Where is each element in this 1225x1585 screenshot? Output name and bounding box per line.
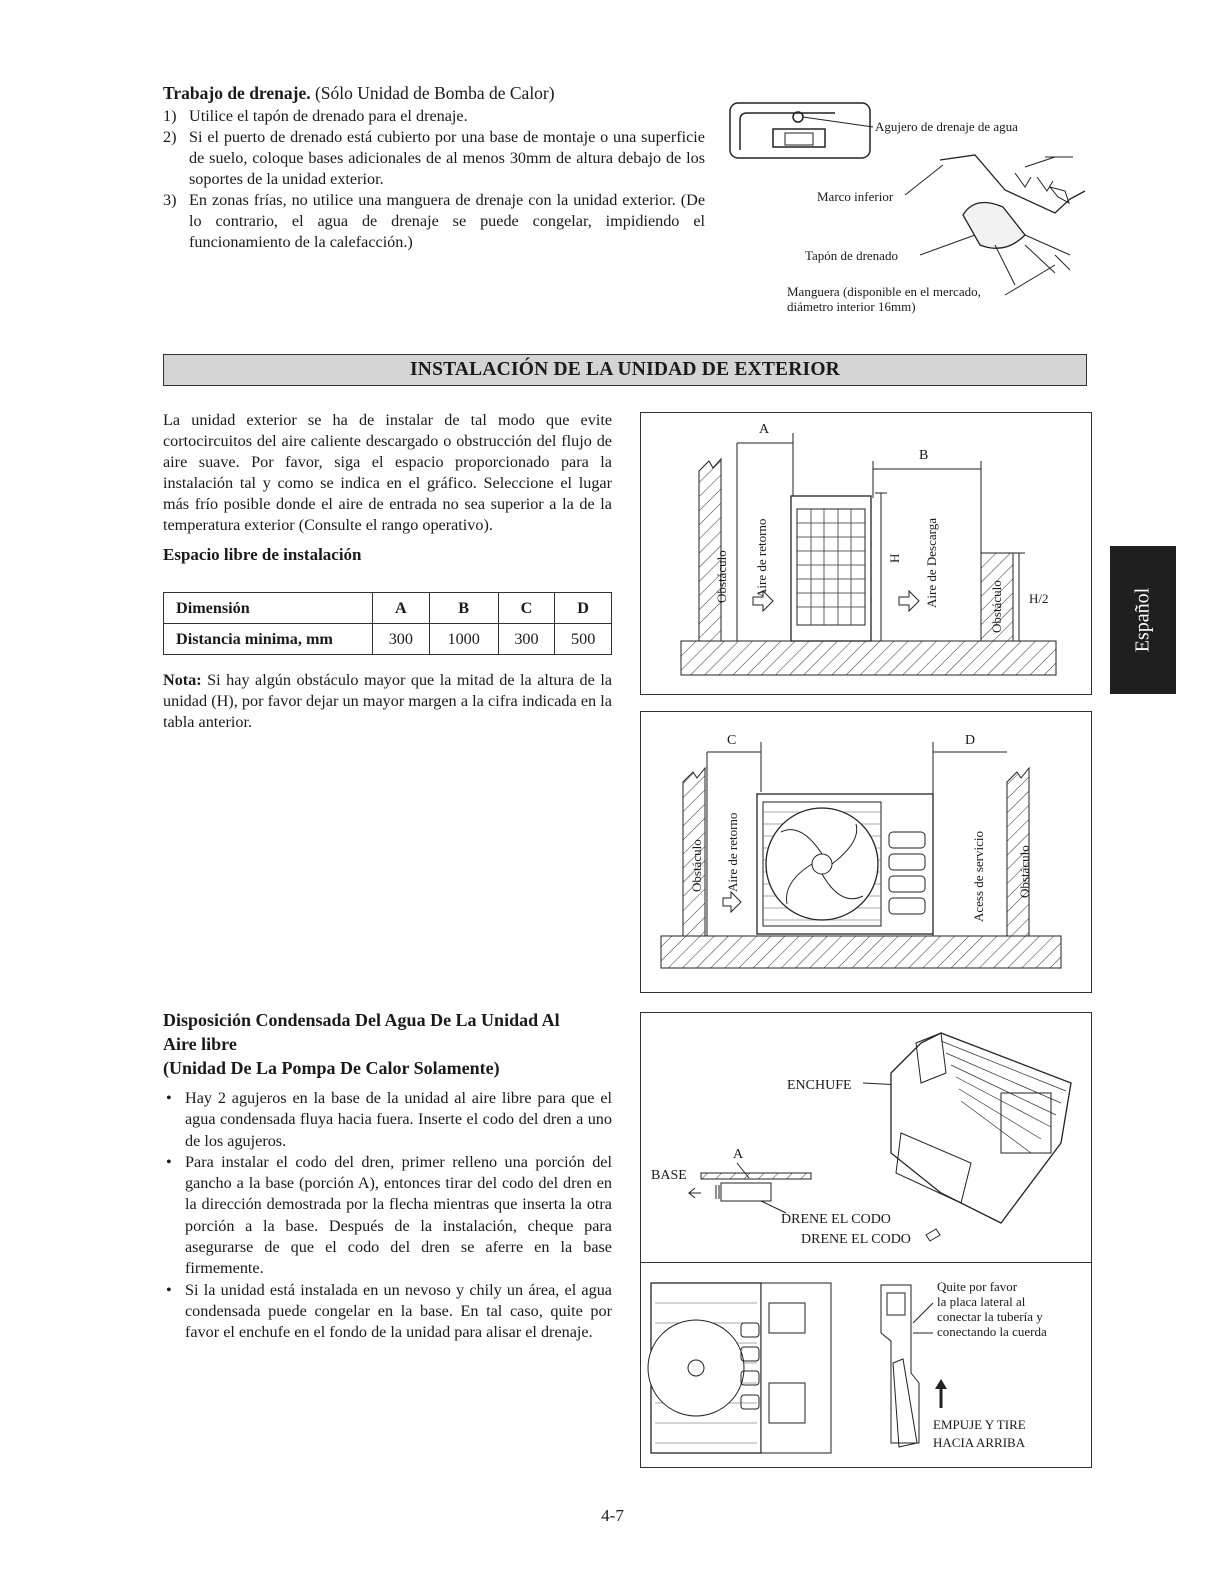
table-header: B bbox=[429, 593, 498, 624]
drain-title: Trabajo de drenaje. bbox=[163, 83, 311, 103]
language-tab bbox=[1110, 546, 1176, 694]
remove-label-2: la placa lateral al bbox=[937, 1294, 1026, 1309]
return-air-label: Aire de retorno bbox=[754, 518, 769, 598]
language-tab-label: Español bbox=[1131, 587, 1154, 653]
elbow-label-1: DRENE EL CODO bbox=[781, 1212, 891, 1227]
table-cell: 300 bbox=[498, 624, 555, 655]
drain-subtitle: (Sólo Unidad de Bomba de Calor) bbox=[314, 83, 555, 103]
install-note bbox=[163, 670, 612, 733]
a-label: A bbox=[733, 1147, 744, 1162]
drain-plug-figure bbox=[725, 95, 1095, 325]
table-header: A bbox=[373, 593, 430, 624]
drain-steps bbox=[163, 106, 705, 253]
condensed-heading-1: Disposición Condensada Del Agua De La Unidad Al bbox=[163, 1010, 560, 1030]
list-item: • Hay 2 agujeros en la base de la unidad al aire libre para que el agua condensada fluya hacia fuera. Inserte el codo del dren a uno de los agujeros. bbox=[163, 1088, 612, 1152]
obstacle-label: Obstáculo bbox=[689, 839, 704, 892]
list-item: • Para instalar el codo del dren, primer relleno una porción del gancho a la base (porción A), entonces tirar del codo del dren en la dirección demostrada por la flecha mientras que inserta la otra porción a la base. Después de la instalación, cheque para asegurarse de que el codo del dren se aferre en la base firmemente. bbox=[163, 1152, 612, 1280]
drain-step: 2) Si el puerto de drenado está cubierto por una base de montaje o una superficie de suelo, coloque bases adicionales de al menos 30mm de altura debajo de los soportes de la unidad exterior. bbox=[163, 128, 705, 188]
clearance-front-figure bbox=[640, 711, 1092, 993]
table-cell: 1000 bbox=[429, 624, 498, 655]
note-text: Si hay algún obstáculo mayor que la mitad de la altura de la unidad (H), por favor dejar un mayor margen a la cifra indicada en la tabla anterior. bbox=[163, 671, 613, 731]
drain-section bbox=[163, 83, 705, 253]
table-row-label: Distancia minima, mm bbox=[164, 624, 373, 655]
dim-b-label: B bbox=[919, 448, 929, 463]
section-title: INSTALACIÓN DE LA UNIDAD DE EXTERIOR bbox=[163, 354, 1087, 386]
push-label-2: HACIA ARRIBA bbox=[933, 1435, 1026, 1450]
return-air-label: Aire de retorno bbox=[725, 812, 740, 892]
condensed-section bbox=[163, 1008, 612, 1344]
install-intro: La unidad exterior se ha de instalar de tal modo que evite cortocircuitos del aire caliente descargado o obstrucción del flujo de aire suave. Por favor, siga el espacio proporcionado para la instalación tal y como se indica en el gráfico. Seleccione el lugar más frío posible donde el aire de entrada no sea superior a la de la temperatura exterior (Consulte el rango operativo). bbox=[163, 411, 612, 534]
remove-label-3: conectar la tubería y bbox=[937, 1309, 1043, 1324]
frame-label: Marco inferior bbox=[817, 189, 894, 204]
clearance-table bbox=[163, 592, 612, 655]
dim-h-label: H bbox=[887, 553, 902, 563]
elbow-label-2: DRENE EL CODO bbox=[801, 1232, 911, 1247]
list-item: • Si la unidad está instalada en un nevoso y chily un área, el agua condensada puede congelar en la base. En tal caso, quite por favor el enchufe en el fondo de la unidad para alisar el drenaje. bbox=[163, 1280, 612, 1344]
install-section bbox=[163, 410, 612, 565]
obstacle-label-right: Obstáculo bbox=[989, 580, 1004, 633]
hose-label: Manguera (disponible en el mercado, bbox=[787, 284, 981, 299]
drain-step: 3) En zonas frías, no utilice una manguera de drenaje con la unidad exterior. (De lo contrario, el agua de drenaje se puede congelar, impidiendo el funcionamiento de la calefacción.) bbox=[163, 191, 705, 251]
table-header: C bbox=[498, 593, 555, 624]
dim-h2-label: H/2 bbox=[1029, 591, 1049, 606]
hose-label-2: diámetro interior 16mm) bbox=[787, 299, 916, 314]
condensed-heading-3: (Unidad De La Pompa De Calor Solamente) bbox=[163, 1058, 500, 1078]
table-header: Dimensión bbox=[164, 593, 373, 624]
table-header: D bbox=[555, 593, 612, 624]
dim-a-label: A bbox=[759, 422, 770, 437]
drain-elbow-figure bbox=[640, 1012, 1092, 1264]
side-panel-figure bbox=[640, 1262, 1092, 1468]
plug-label: ENCHUFE bbox=[787, 1078, 852, 1093]
table-header-row bbox=[164, 593, 612, 624]
obstacle-label: Obstáculo bbox=[714, 550, 729, 603]
dim-c-label: C bbox=[727, 733, 737, 748]
clearance-heading: Espacio libre de instalación bbox=[163, 545, 362, 564]
base-label: BASE bbox=[651, 1168, 687, 1183]
condensed-heading-2: Aire libre bbox=[163, 1034, 237, 1054]
obstacle-label-right: Obstáculo bbox=[1017, 845, 1032, 898]
table-cell: 500 bbox=[555, 624, 612, 655]
plug-label: Tapón de drenado bbox=[805, 248, 898, 263]
discharge-air-label: Aire de Descarga bbox=[924, 518, 939, 608]
table-cell: 300 bbox=[373, 624, 430, 655]
condensed-bullets bbox=[163, 1088, 612, 1344]
page-number: 4-7 bbox=[601, 1506, 624, 1525]
table-row bbox=[164, 624, 612, 655]
service-access-label: Acess de servicio bbox=[971, 831, 986, 922]
remove-label-1: Quite por favor bbox=[937, 1279, 1018, 1294]
drain-step: 1) Utilice el tapón de drenado para el drenaje. bbox=[163, 107, 468, 125]
note-label: Nota: bbox=[163, 671, 202, 689]
drain-heading bbox=[163, 83, 705, 104]
remove-label-4: conectando la cuerda bbox=[937, 1324, 1047, 1339]
clearance-side-figure bbox=[640, 412, 1092, 695]
drain-hole-label: Agujero de drenaje de agua bbox=[875, 119, 1018, 134]
dim-d-label: D bbox=[965, 733, 976, 748]
push-label-1: EMPUJE Y TIRE bbox=[933, 1417, 1026, 1432]
